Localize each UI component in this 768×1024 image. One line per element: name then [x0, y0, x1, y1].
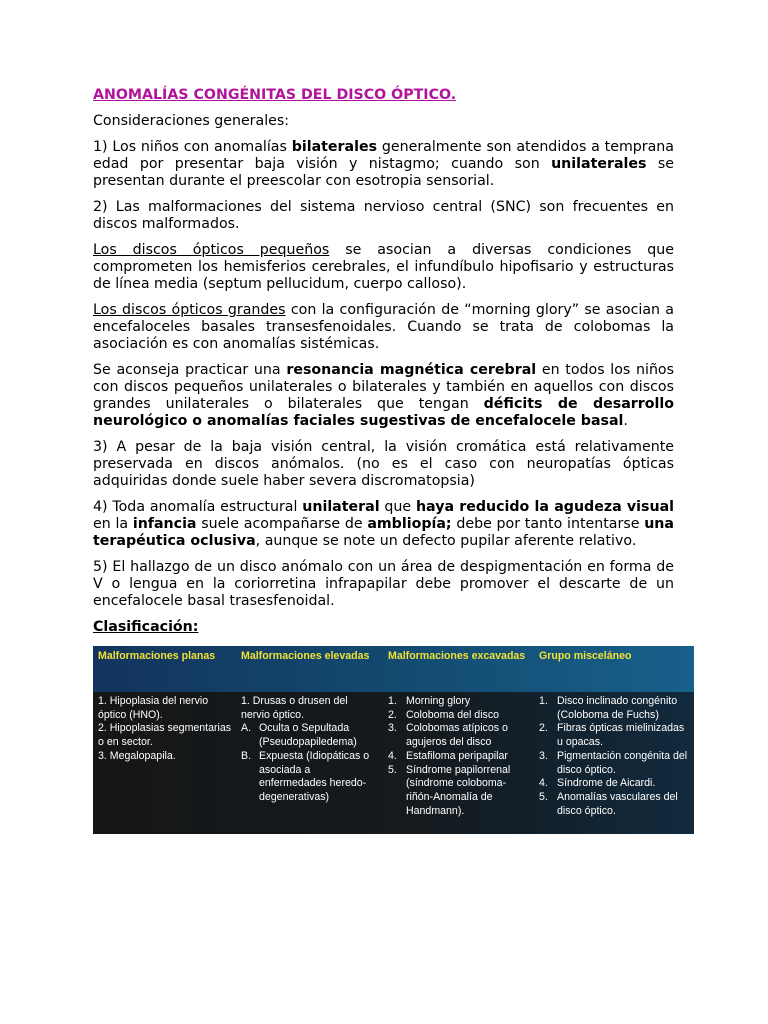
list-item-text: Coloboma del disco [406, 708, 500, 721]
bold-run: una terapéutica oclusiva [93, 516, 674, 549]
paragraph-3: 3) A pesar de la baja visión central, la visión cromática está relativamente preservada en discos anómalos. (no es el caso con neuropatías ópticas adquiridas donde suele haber severa discromatopsia) [93, 439, 674, 489]
list-item-text: Expuesta (Idiopáticas o asociada a enfermedades heredo-degenerativas) [259, 749, 370, 803]
list-item-text: Morning glory [406, 695, 471, 707]
bold-run: ambliopía; [367, 516, 452, 532]
list-marker: 4. [388, 749, 397, 762]
paragraph-large-discs [93, 302, 674, 353]
bold-run: unilaterales [551, 156, 647, 172]
list-marker: A. [241, 722, 252, 735]
list-item [388, 764, 530, 819]
list-marker: 5. [388, 763, 397, 776]
text-run: en todos los niños con discos pequeños unilaterales o bilaterales y también en aquellos con discos grandes unilaterales o bilaterales que tengan [93, 362, 675, 412]
list-marker: 3. [539, 749, 548, 762]
text-run: suele acompañarse de [196, 516, 368, 532]
underlined-run: Los discos ópticos grandes [93, 302, 286, 318]
list-marker: 4. [539, 777, 548, 790]
text-run: se presentan durante el preescolar con esotropia sensorial. [93, 156, 674, 189]
text-run: debe por tanto intentarse [451, 516, 645, 532]
list-marker: B. [241, 749, 252, 762]
text-run: en la [93, 516, 133, 532]
underlined-run: Los discos ópticos pequeños [93, 242, 330, 258]
table-cell-excavated [383, 692, 534, 834]
list-item [539, 750, 690, 777]
document-body [93, 87, 688, 834]
classification-table [93, 646, 694, 834]
list-item: 1. Drusas o drusen del nervio óptico. [241, 695, 348, 721]
text-run: . [623, 413, 628, 429]
table-header-cell: Malformaciones planas [98, 650, 216, 662]
bold-run: déficits de desarrollo neurológico o anomalías faciales sugestivas de encefalocele basal [93, 396, 674, 429]
list-item-text: Oculta o Sepultada (Pseudopapiledema) [259, 722, 357, 749]
list-item-text: Pigmentación congénita del disco óptico. [557, 749, 688, 776]
classification-heading: Clasificación: [93, 619, 199, 635]
text-run: 1) Los niños con anomalías [93, 139, 292, 155]
text-run: generalmente son atendidos a temprana edad por presentar baja visión y nistagmo; cuando son [93, 139, 674, 172]
text-run: que [379, 499, 416, 515]
bold-run: bilaterales [291, 139, 378, 155]
list-item [388, 722, 530, 749]
paragraph-4 [93, 499, 674, 550]
list-item [539, 722, 690, 749]
list-item-text: Colobomas atípicos o agujeros del disco [406, 722, 508, 749]
list-item [388, 695, 530, 709]
list-item: 3. Megalopapila. [98, 749, 176, 762]
text-run: Se aconseja practicar una [93, 362, 287, 378]
list-item-text: Estafiloma peripapilar [406, 749, 508, 762]
bold-run: haya reducido la agudeza visual [415, 499, 675, 515]
list-marker: 5. [539, 790, 548, 803]
list-marker: 2. [388, 708, 397, 721]
table-row [93, 692, 694, 834]
paragraph-mri [93, 362, 674, 430]
paragraph-5: 5) El hallazgo de un disco anómalo con un área de despigmentación en forma de V o lengua en la coriorretina infrapapilar debe promover el descarte de un encefalocele basal trasesfenoidal. [93, 559, 674, 609]
list-marker: 2. [539, 722, 548, 735]
list-marker: 1. [539, 695, 548, 707]
table-header-cell: Malformaciones elevadas [241, 650, 370, 662]
list-marker: 1. [388, 695, 397, 707]
text-run: , aunque se note un defecto pupilar aferente relativo. [255, 533, 637, 549]
bold-run: infancia [132, 516, 197, 532]
table-cell-misc [534, 692, 694, 834]
paragraph-2: 2) Las malformaciones del sistema nervioso central (SNC) son frecuentes en discos malformados. [93, 199, 674, 232]
list-item [539, 791, 690, 818]
list-item [388, 709, 530, 723]
paragraph-1 [93, 139, 674, 190]
list-item-text: Síndrome papilorrenal (síndrome coloboma-riñón-Anomalía de Handmann). [406, 763, 511, 817]
intro-text: Consideraciones generales: [93, 113, 290, 129]
list-item [388, 750, 530, 764]
list-item [539, 777, 690, 791]
list-item-text: Fibras ópticas mielinizadas u opacas. [557, 722, 685, 749]
list-item: 1. Hipoplasia del nervio óptico (HNO). [98, 695, 209, 721]
paragraph-small-discs [93, 242, 674, 293]
bold-run: unilateral [302, 499, 380, 515]
list-item [241, 722, 379, 749]
list-item: 2. Hipoplasias segmentarias o en sector. [98, 722, 232, 749]
table-header-cell: Malformaciones excavadas [388, 650, 526, 662]
list-item [241, 750, 379, 805]
table-header-cell: Grupo misceláneo [539, 650, 632, 662]
text-run: con la configuración de “morning glory” se asocian a encefaloceles basales transesfenoidales. Cuando se trata de colobomas la asociación es con anomalías sistémicas. [93, 302, 674, 352]
list-item-text: Anomalías vasculares del disco óptico. [557, 790, 678, 817]
list-item-text: Síndrome de Aicardi. [557, 777, 656, 790]
list-marker: 3. [388, 722, 397, 735]
list-item [539, 695, 690, 722]
table-cell-elevated [236, 692, 383, 834]
text-run: 4) Toda anomalía estructural [93, 499, 303, 515]
table-cell-flat [93, 692, 236, 834]
bold-run: resonancia magnética cerebral [286, 362, 537, 378]
list-item-text: Disco inclinado congénito (Coloboma de Fuchs) [557, 695, 678, 721]
table-header-row [93, 646, 694, 692]
document-title: ANOMALÍAS CONGÉNITAS DEL DISCO ÓPTICO. [93, 87, 457, 103]
text-run: se asocian a diversas condiciones que comprometen los hemisferios cerebrales, el infundíbulo hipofisario y estructuras de línea media (septum pellucidum, cuerpo calloso). [93, 242, 674, 292]
